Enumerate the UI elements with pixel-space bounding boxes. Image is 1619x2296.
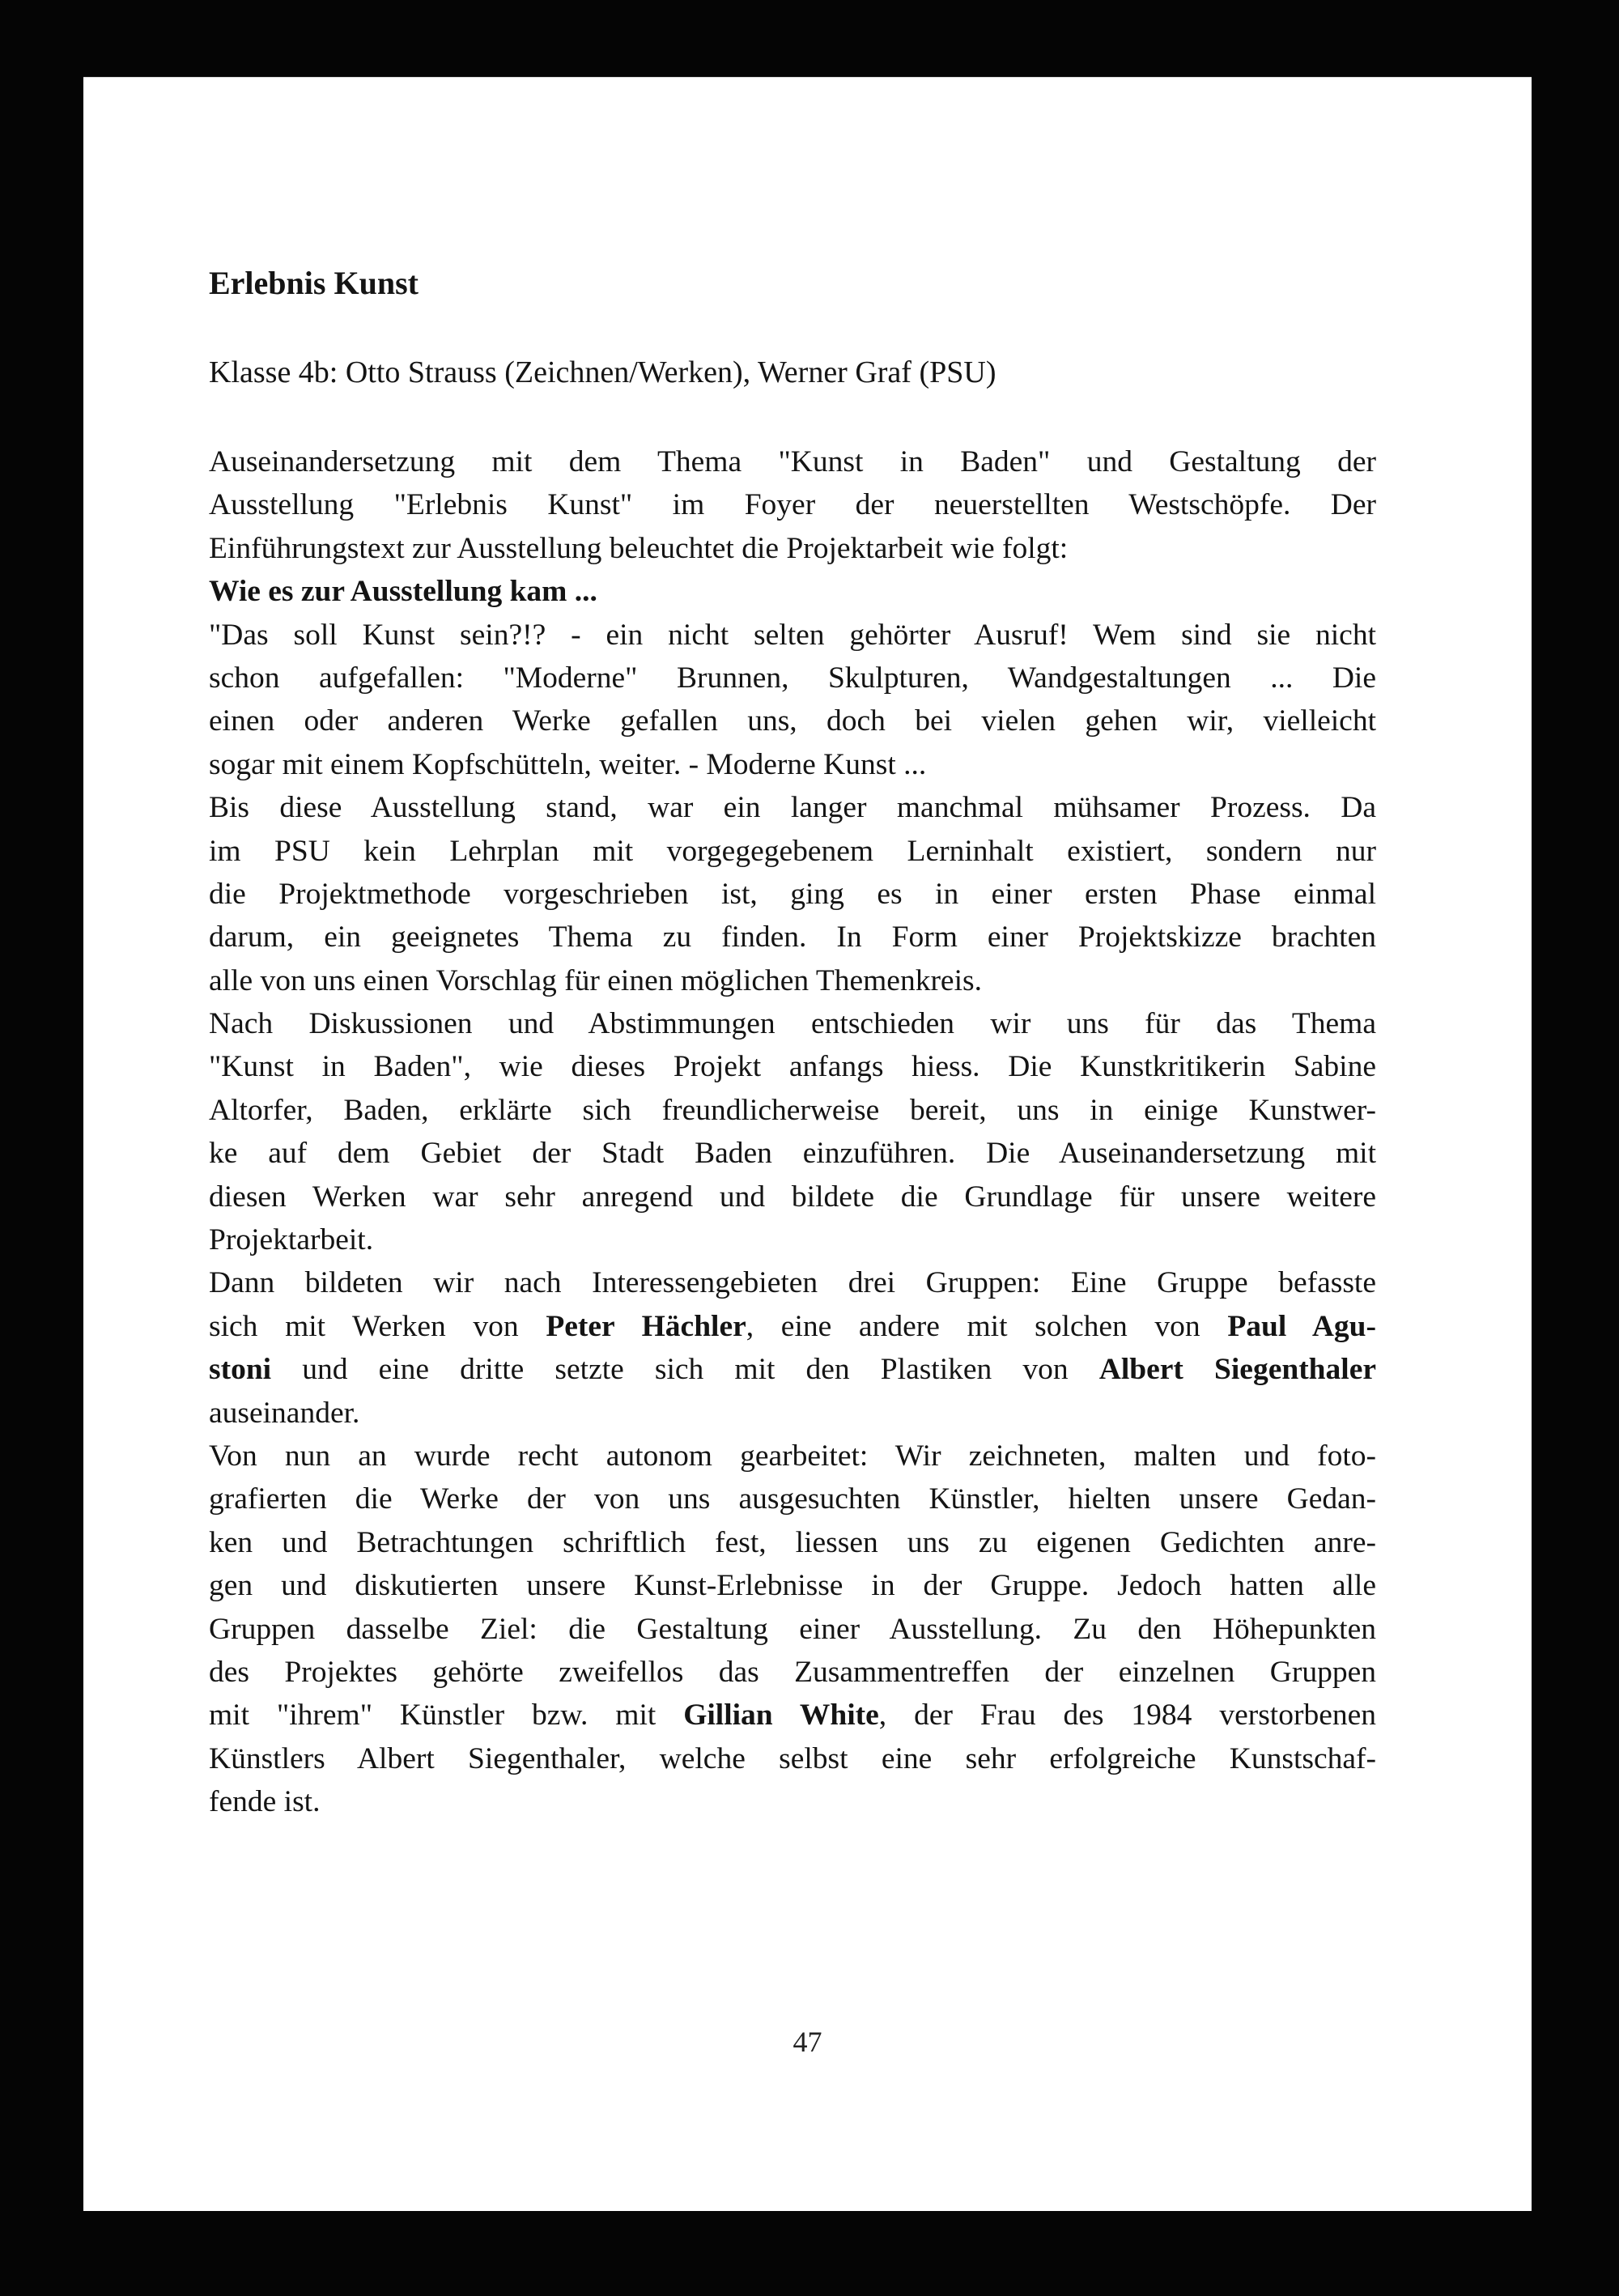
- bold-name: Gillian White: [683, 1699, 879, 1733]
- text-line: [209, 1392, 1376, 1435]
- text-line: [209, 1132, 1376, 1175]
- text-line: [209, 916, 1376, 959]
- text-segment: grafierten die Werke der von uns ausgesuchten Künstler, hielten unsere Gedan-: [209, 1482, 1376, 1516]
- text-segment: alle von uns einen Vorschlag für einen möglichen Themenkreis.: [209, 963, 982, 997]
- text-segment: Künstlers Albert Siegenthaler, welche selbst eine sehr erfolgreiche Kunstschaf-: [209, 1741, 1376, 1775]
- text-segment: schon aufgefallen: "Moderne" Brunnen, Skulpturen, Wandgestaltungen ... Die: [209, 661, 1376, 695]
- text-line: [209, 1261, 1376, 1304]
- text-segment: Auseinandersetzung mit dem Thema "Kunst in Baden" und Gestaltung der: [209, 445, 1376, 478]
- text-segment: Nach Diskussionen und Abstimmungen entschieden wir uns für das Thema: [209, 1007, 1376, 1041]
- text-line: [209, 873, 1376, 916]
- text-segment: sich mit Werken von: [209, 1309, 546, 1343]
- class-and-teachers: Klasse 4b: Otto Strauss (Zeichnen/Werken), Werner Graf (PSU): [209, 355, 996, 389]
- text-line: [209, 1089, 1376, 1132]
- text-segment: darum, ein geeignetes Thema zu finden. In Form einer Projektskizze brachten: [209, 921, 1376, 955]
- text-segment: Von nun an wurde recht autonom gearbeitet: Wir zeichneten, malten und foto-: [209, 1439, 1376, 1473]
- text-line: [209, 1176, 1376, 1218]
- text-line: [209, 1478, 1376, 1520]
- text-line: [209, 483, 1376, 526]
- text-line: [209, 1045, 1376, 1088]
- text-segment: die Projektmethode vorgeschrieben ist, ging es in einer ersten Phase einmal: [209, 877, 1376, 911]
- text-segment: Gruppen dasselbe Ziel: die Gestaltung einer Ausstellung. Zu den Höhepunkten: [209, 1612, 1376, 1646]
- bold-name: stoni: [209, 1353, 272, 1387]
- text-line: [209, 830, 1376, 873]
- text-line: [209, 657, 1376, 699]
- text-line: [209, 1348, 1376, 1391]
- text-segment: Ausstellung "Erlebnis Kunst" im Foyer der neuerstellten Westschöpfe. Der: [209, 488, 1376, 522]
- text-segment: Bis diese Ausstellung stand, war ein langer manchmal mühsamer Prozess. Da: [209, 791, 1376, 825]
- document-title: Erlebnis Kunst: [209, 265, 419, 301]
- text-segment: diesen Werken war sehr anregend und bildete die Grundlage für unsere weitere: [209, 1180, 1376, 1214]
- text-segment: Einführungstext zur Ausstellung beleuchtet die Projektarbeit wie folgt:: [209, 531, 1069, 565]
- text-segment: ken und Betrachtungen schriftlich fest, liessen uns zu eigenen Gedichten anre-: [209, 1525, 1376, 1559]
- text-segment: , der Frau des 1984 verstorbenen: [878, 1699, 1376, 1733]
- scanned-page: [83, 77, 1532, 2211]
- bold-name: Paul Agu-: [1227, 1309, 1377, 1343]
- text-segment: , eine andere mit solchen von: [746, 1309, 1228, 1343]
- body-text: [209, 440, 1376, 1824]
- text-segment: ke auf dem Gebiet der Stadt Baden einzuführen. Die Auseinandersetzung mit: [209, 1137, 1376, 1171]
- text-line: [209, 1564, 1376, 1607]
- text-line: [209, 959, 1376, 1002]
- text-line: [209, 1521, 1376, 1564]
- text-segment: "Kunst in Baden", wie dieses Projekt anfangs hiess. Die Kunstkritikerin Sabine: [209, 1050, 1376, 1084]
- text-segment: auseinander.: [209, 1396, 360, 1430]
- text-segment: des Projektes gehörte zweifellos das Zusammentreffen der einzelnen Gruppen: [209, 1655, 1376, 1689]
- text-segment: im PSU kein Lehrplan mit vorgegegebenem Lerninhalt existiert, sondern nur: [209, 834, 1376, 868]
- text-line: [209, 570, 1376, 613]
- text-line: [209, 527, 1376, 570]
- text-line: [209, 440, 1376, 483]
- bold-name: Peter Hächler: [546, 1309, 746, 1343]
- text-line: [209, 614, 1376, 657]
- text-segment: gen und diskutierten unsere Kunst-Erlebnisse in der Gruppe. Jedoch hatten alle: [209, 1569, 1376, 1603]
- bold-name: Wie es zur Ausstellung kam ...: [209, 575, 597, 609]
- text-segment: fende ist.: [209, 1785, 321, 1819]
- page-number: 47: [793, 2026, 822, 2058]
- text-segment: Projektarbeit.: [209, 1223, 374, 1257]
- bold-name: Albert Siegenthaler: [1098, 1353, 1376, 1387]
- text-line: [209, 1608, 1376, 1651]
- text-segment: einen oder anderen Werke gefallen uns, doch bei vielen gehen wir, vielleicht: [209, 704, 1376, 738]
- text-line: [209, 743, 1376, 786]
- text-line: [209, 786, 1376, 829]
- text-segment: und eine dritte setzte sich mit den Plastiken von: [271, 1353, 1099, 1387]
- text-line: [209, 1305, 1376, 1348]
- text-segment: "Das soll Kunst sein?!? - ein nicht selten gehörter Ausruf! Wem sind sie nicht: [209, 618, 1376, 652]
- text-segment: mit "ihrem" Künstler bzw. mit: [209, 1699, 684, 1733]
- text-segment: sogar mit einem Kopfschütteln, weiter. - Moderne Kunst ...: [209, 747, 927, 781]
- text-line: [209, 1694, 1376, 1737]
- text-line: [209, 1651, 1376, 1694]
- text-line: [209, 1002, 1376, 1045]
- text-line: [209, 1218, 1376, 1261]
- text-segment: Dann bildeten wir nach Interessengebieten drei Gruppen: Eine Gruppe befasste: [209, 1266, 1376, 1300]
- text-line: [209, 1435, 1376, 1478]
- text-line: [209, 1780, 1376, 1823]
- text-line: [209, 699, 1376, 742]
- text-line: [209, 1737, 1376, 1780]
- text-segment: Altorfer, Baden, erklärte sich freundlicherweise bereit, uns in einige Kunstwer-: [209, 1093, 1376, 1127]
